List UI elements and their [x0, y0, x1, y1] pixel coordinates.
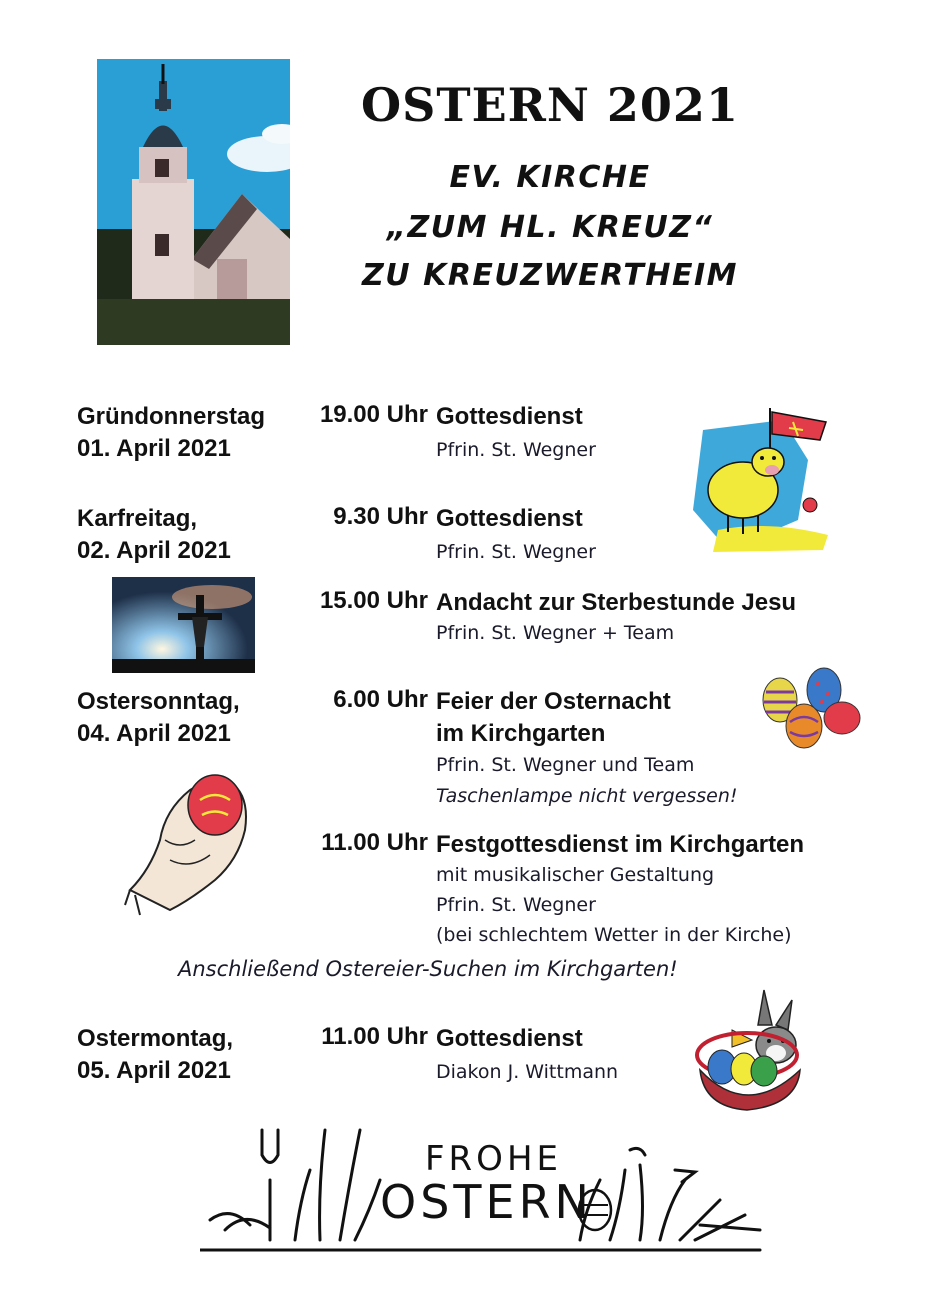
- service6-lead: Diakon J. Wittmann: [436, 1061, 619, 1083]
- service2-lead: Pfrin. St. Wegner: [436, 541, 596, 563]
- service4-lead: Pfrin. St. Wegner und Team: [436, 754, 695, 776]
- greeting-line1: FROHE: [425, 1139, 562, 1179]
- service4-time: 6.00 Uhr: [333, 686, 428, 713]
- service4-hint: Taschenlampe nicht vergessen!: [436, 785, 738, 807]
- cross-sunset-photo: [112, 577, 255, 673]
- service4-title: Feier der Osternacht: [436, 688, 671, 715]
- service5-note2: (bei schlechtem Wetter in der Kirche): [436, 924, 792, 946]
- service5-time: 11.00 Uhr: [321, 829, 428, 856]
- greeting-line2: OSTERN: [380, 1175, 593, 1229]
- service2-title: Gottesdienst: [436, 505, 583, 532]
- egg-hunt-announcement: Anschließend Ostereier-Suchen im Kirchgarten!: [178, 957, 678, 981]
- church-name-line2: „ZUM HL. KREUZ“: [386, 210, 714, 245]
- hand-with-egg-illustration: [120, 760, 265, 920]
- service2-time: 9.30 Uhr: [333, 503, 428, 530]
- lamb-illustration: [688, 400, 838, 560]
- church-photo: [97, 59, 290, 345]
- easter-eggs-illustration: [750, 660, 862, 755]
- service3-time: 15.00 Uhr: [319, 587, 428, 614]
- service4-day: Ostersonntag,: [77, 688, 240, 715]
- service1-time: 19.00 Uhr: [319, 401, 428, 428]
- service5-title: Festgottesdienst im Kirchgarten: [436, 831, 805, 858]
- service3-title: Andacht zur Sterbestunde Jesu: [436, 589, 797, 616]
- service4-date: 04. April 2021: [77, 720, 231, 747]
- frohe-ostern-artwork: [200, 1110, 770, 1260]
- service2-date: 02. April 2021: [77, 537, 231, 564]
- service4-title-line2: im Kirchgarten: [436, 720, 606, 747]
- page-title: OSTERN 2021: [361, 78, 739, 132]
- service3-lead: Pfrin. St. Wegner + Team: [436, 622, 675, 644]
- church-name-line3: ZU KREUZWERTHEIM: [362, 258, 738, 293]
- service1-title: Gottesdienst: [436, 403, 583, 430]
- bunny-basket-illustration: [692, 985, 812, 1115]
- service6-time: 11.00 Uhr: [321, 1023, 428, 1050]
- service6-title: Gottesdienst: [436, 1025, 583, 1052]
- service1-day: Gründonnerstag: [77, 403, 266, 430]
- service6-date: 05. April 2021: [77, 1057, 231, 1084]
- service5-note1: mit musikalischer Gestaltung: [436, 864, 715, 886]
- service6-day: Ostermontag,: [77, 1025, 234, 1052]
- church-name-line1: EV. KIRCHE: [449, 160, 651, 195]
- service1-lead: Pfrin. St. Wegner: [436, 439, 596, 461]
- service5-lead: Pfrin. St. Wegner: [436, 894, 596, 916]
- service2-day: Karfreitag,: [77, 505, 198, 532]
- service1-date: 01. April 2021: [77, 435, 231, 462]
